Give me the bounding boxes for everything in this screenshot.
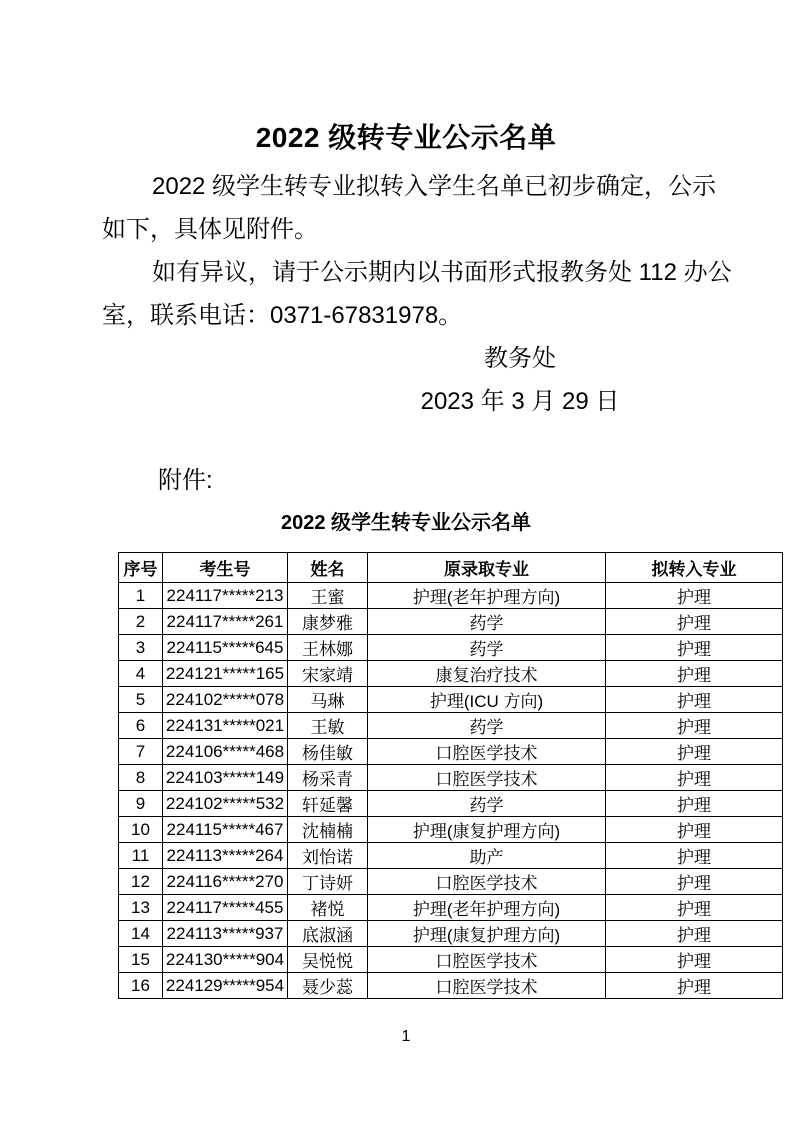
table-row [119, 921, 783, 947]
cell-exam-number: 224115*****645 [163, 635, 288, 661]
table-row [119, 609, 783, 635]
table-row [119, 791, 783, 817]
column-header-original-major: 原录取专业 [368, 553, 606, 583]
cell-exam-number: 224130*****904 [163, 947, 288, 973]
table-row [119, 843, 783, 869]
cell-name: 聂少蕊 [288, 973, 368, 999]
cell-target-major: 护理 [606, 609, 783, 635]
cell-exam-number: 224131*****021 [163, 713, 288, 739]
cell-original-major: 药学 [368, 609, 606, 635]
column-header-exam-number: 考生号 [163, 553, 288, 583]
page-title: 2022 级转专业公示名单 [255, 122, 557, 153]
roster-table [118, 552, 783, 999]
column-header-name: 姓名 [288, 553, 368, 583]
table-title: 2022 级学生转专业公示名单 [280, 512, 532, 534]
cell-original-major: 护理(ICU 方向) [368, 687, 606, 713]
cell-target-major: 护理 [606, 713, 783, 739]
paragraph-line: 室，联系电话：0371-67831978。 [102, 302, 463, 329]
cell-name: 底淑涵 [288, 921, 368, 947]
cell-target-major: 护理 [606, 921, 783, 947]
cell-target-major: 护理 [606, 583, 783, 609]
cell-target-major: 护理 [606, 687, 783, 713]
table-row [119, 947, 783, 973]
cell-name: 马琳 [288, 687, 368, 713]
cell-target-major: 护理 [606, 895, 783, 921]
signature-department: 教务处 [484, 345, 556, 372]
table-row [119, 635, 783, 661]
cell-original-major: 护理(康复护理方向) [368, 921, 606, 947]
cell-target-major: 护理 [606, 973, 783, 999]
cell-exam-number: 224103*****149 [163, 765, 288, 791]
cell-original-major: 助产 [368, 843, 606, 869]
cell-name: 刘怡诺 [288, 843, 368, 869]
cell-seq: 4 [119, 661, 163, 687]
cell-exam-number: 224117*****455 [163, 895, 288, 921]
table-row [119, 687, 783, 713]
cell-target-major: 护理 [606, 843, 783, 869]
table-row [119, 817, 783, 843]
table-row [119, 661, 783, 687]
cell-exam-number: 224116*****270 [163, 869, 288, 895]
cell-seq: 8 [119, 765, 163, 791]
cell-target-major: 护理 [606, 661, 783, 687]
cell-name: 褚悦 [288, 895, 368, 921]
cell-seq: 16 [119, 973, 163, 999]
cell-target-major: 护理 [606, 791, 783, 817]
cell-original-major: 口腔医学技术 [368, 869, 606, 895]
cell-seq: 9 [119, 791, 163, 817]
cell-target-major: 护理 [606, 817, 783, 843]
cell-original-major: 康复治疗技术 [368, 661, 606, 687]
roster-table-body [119, 583, 783, 999]
cell-exam-number: 224121*****165 [163, 661, 288, 687]
cell-seq: 10 [119, 817, 163, 843]
table-row [119, 713, 783, 739]
table-row [119, 869, 783, 895]
cell-name: 王蜜 [288, 583, 368, 609]
cell-exam-number: 224113*****264 [163, 843, 288, 869]
cell-name: 丁诗妍 [288, 869, 368, 895]
cell-name: 沈楠楠 [288, 817, 368, 843]
signature-block [355, 337, 685, 423]
cell-original-major: 口腔医学技术 [368, 947, 606, 973]
paragraph-line: 如下，具体见附件。 [102, 216, 318, 243]
paragraph-line: 如有异议，请于公示期内以书面形式报教务处 112 办公 [152, 259, 732, 286]
cell-original-major: 护理(老年护理方向) [368, 895, 606, 921]
cell-name: 杨佳敏 [288, 739, 368, 765]
cell-seq: 7 [119, 739, 163, 765]
cell-name: 轩延馨 [288, 791, 368, 817]
cell-seq: 12 [119, 869, 163, 895]
table-row [119, 765, 783, 791]
cell-exam-number: 224102*****532 [163, 791, 288, 817]
cell-target-major: 护理 [606, 947, 783, 973]
notice-body [102, 165, 782, 337]
cell-seq: 2 [119, 609, 163, 635]
cell-name: 康梦雅 [288, 609, 368, 635]
cell-seq: 13 [119, 895, 163, 921]
cell-name: 宋家靖 [288, 661, 368, 687]
cell-target-major: 护理 [606, 869, 783, 895]
cell-exam-number: 224117*****261 [163, 609, 288, 635]
cell-seq: 3 [119, 635, 163, 661]
cell-original-major: 药学 [368, 713, 606, 739]
cell-name: 杨采青 [288, 765, 368, 791]
cell-name: 王林娜 [288, 635, 368, 661]
signature-date: 2023 年 3 月 29 日 [420, 388, 620, 415]
column-header-seq: 序号 [119, 553, 163, 583]
cell-seq: 11 [119, 843, 163, 869]
cell-seq: 14 [119, 921, 163, 947]
table-row [119, 973, 783, 999]
cell-target-major: 护理 [606, 635, 783, 661]
cell-original-major: 口腔医学技术 [368, 765, 606, 791]
cell-seq: 1 [119, 583, 163, 609]
cell-original-major: 护理(老年护理方向) [368, 583, 606, 609]
cell-exam-number: 224129*****954 [163, 973, 288, 999]
cell-seq: 15 [119, 947, 163, 973]
cell-exam-number: 224102*****078 [163, 687, 288, 713]
cell-name: 吴悦悦 [288, 947, 368, 973]
cell-exam-number: 224115*****467 [163, 817, 288, 843]
cell-target-major: 护理 [606, 739, 783, 765]
cell-exam-number: 224106*****468 [163, 739, 288, 765]
cell-seq: 6 [119, 713, 163, 739]
cell-original-major: 护理(康复护理方向) [368, 817, 606, 843]
cell-target-major: 护理 [606, 765, 783, 791]
cell-original-major: 药学 [368, 635, 606, 661]
cell-exam-number: 224117*****213 [163, 583, 288, 609]
table-row [119, 739, 783, 765]
paragraph-line: 2022 级学生转专业拟转入学生名单已初步确定，公示 [152, 173, 717, 200]
column-header-target-major: 拟转入专业 [606, 553, 783, 583]
cell-original-major: 口腔医学技术 [368, 739, 606, 765]
table-row [119, 583, 783, 609]
cell-name: 王敏 [288, 713, 368, 739]
table-header-row [119, 553, 783, 583]
table-row [119, 895, 783, 921]
cell-original-major: 口腔医学技术 [368, 973, 606, 999]
document-content [102, 118, 782, 1049]
cell-original-major: 药学 [368, 791, 606, 817]
cell-exam-number: 224113*****937 [163, 921, 288, 947]
page-number: 1 [401, 1028, 411, 1045]
attachment-label: 附件: [158, 467, 213, 494]
cell-seq: 5 [119, 687, 163, 713]
